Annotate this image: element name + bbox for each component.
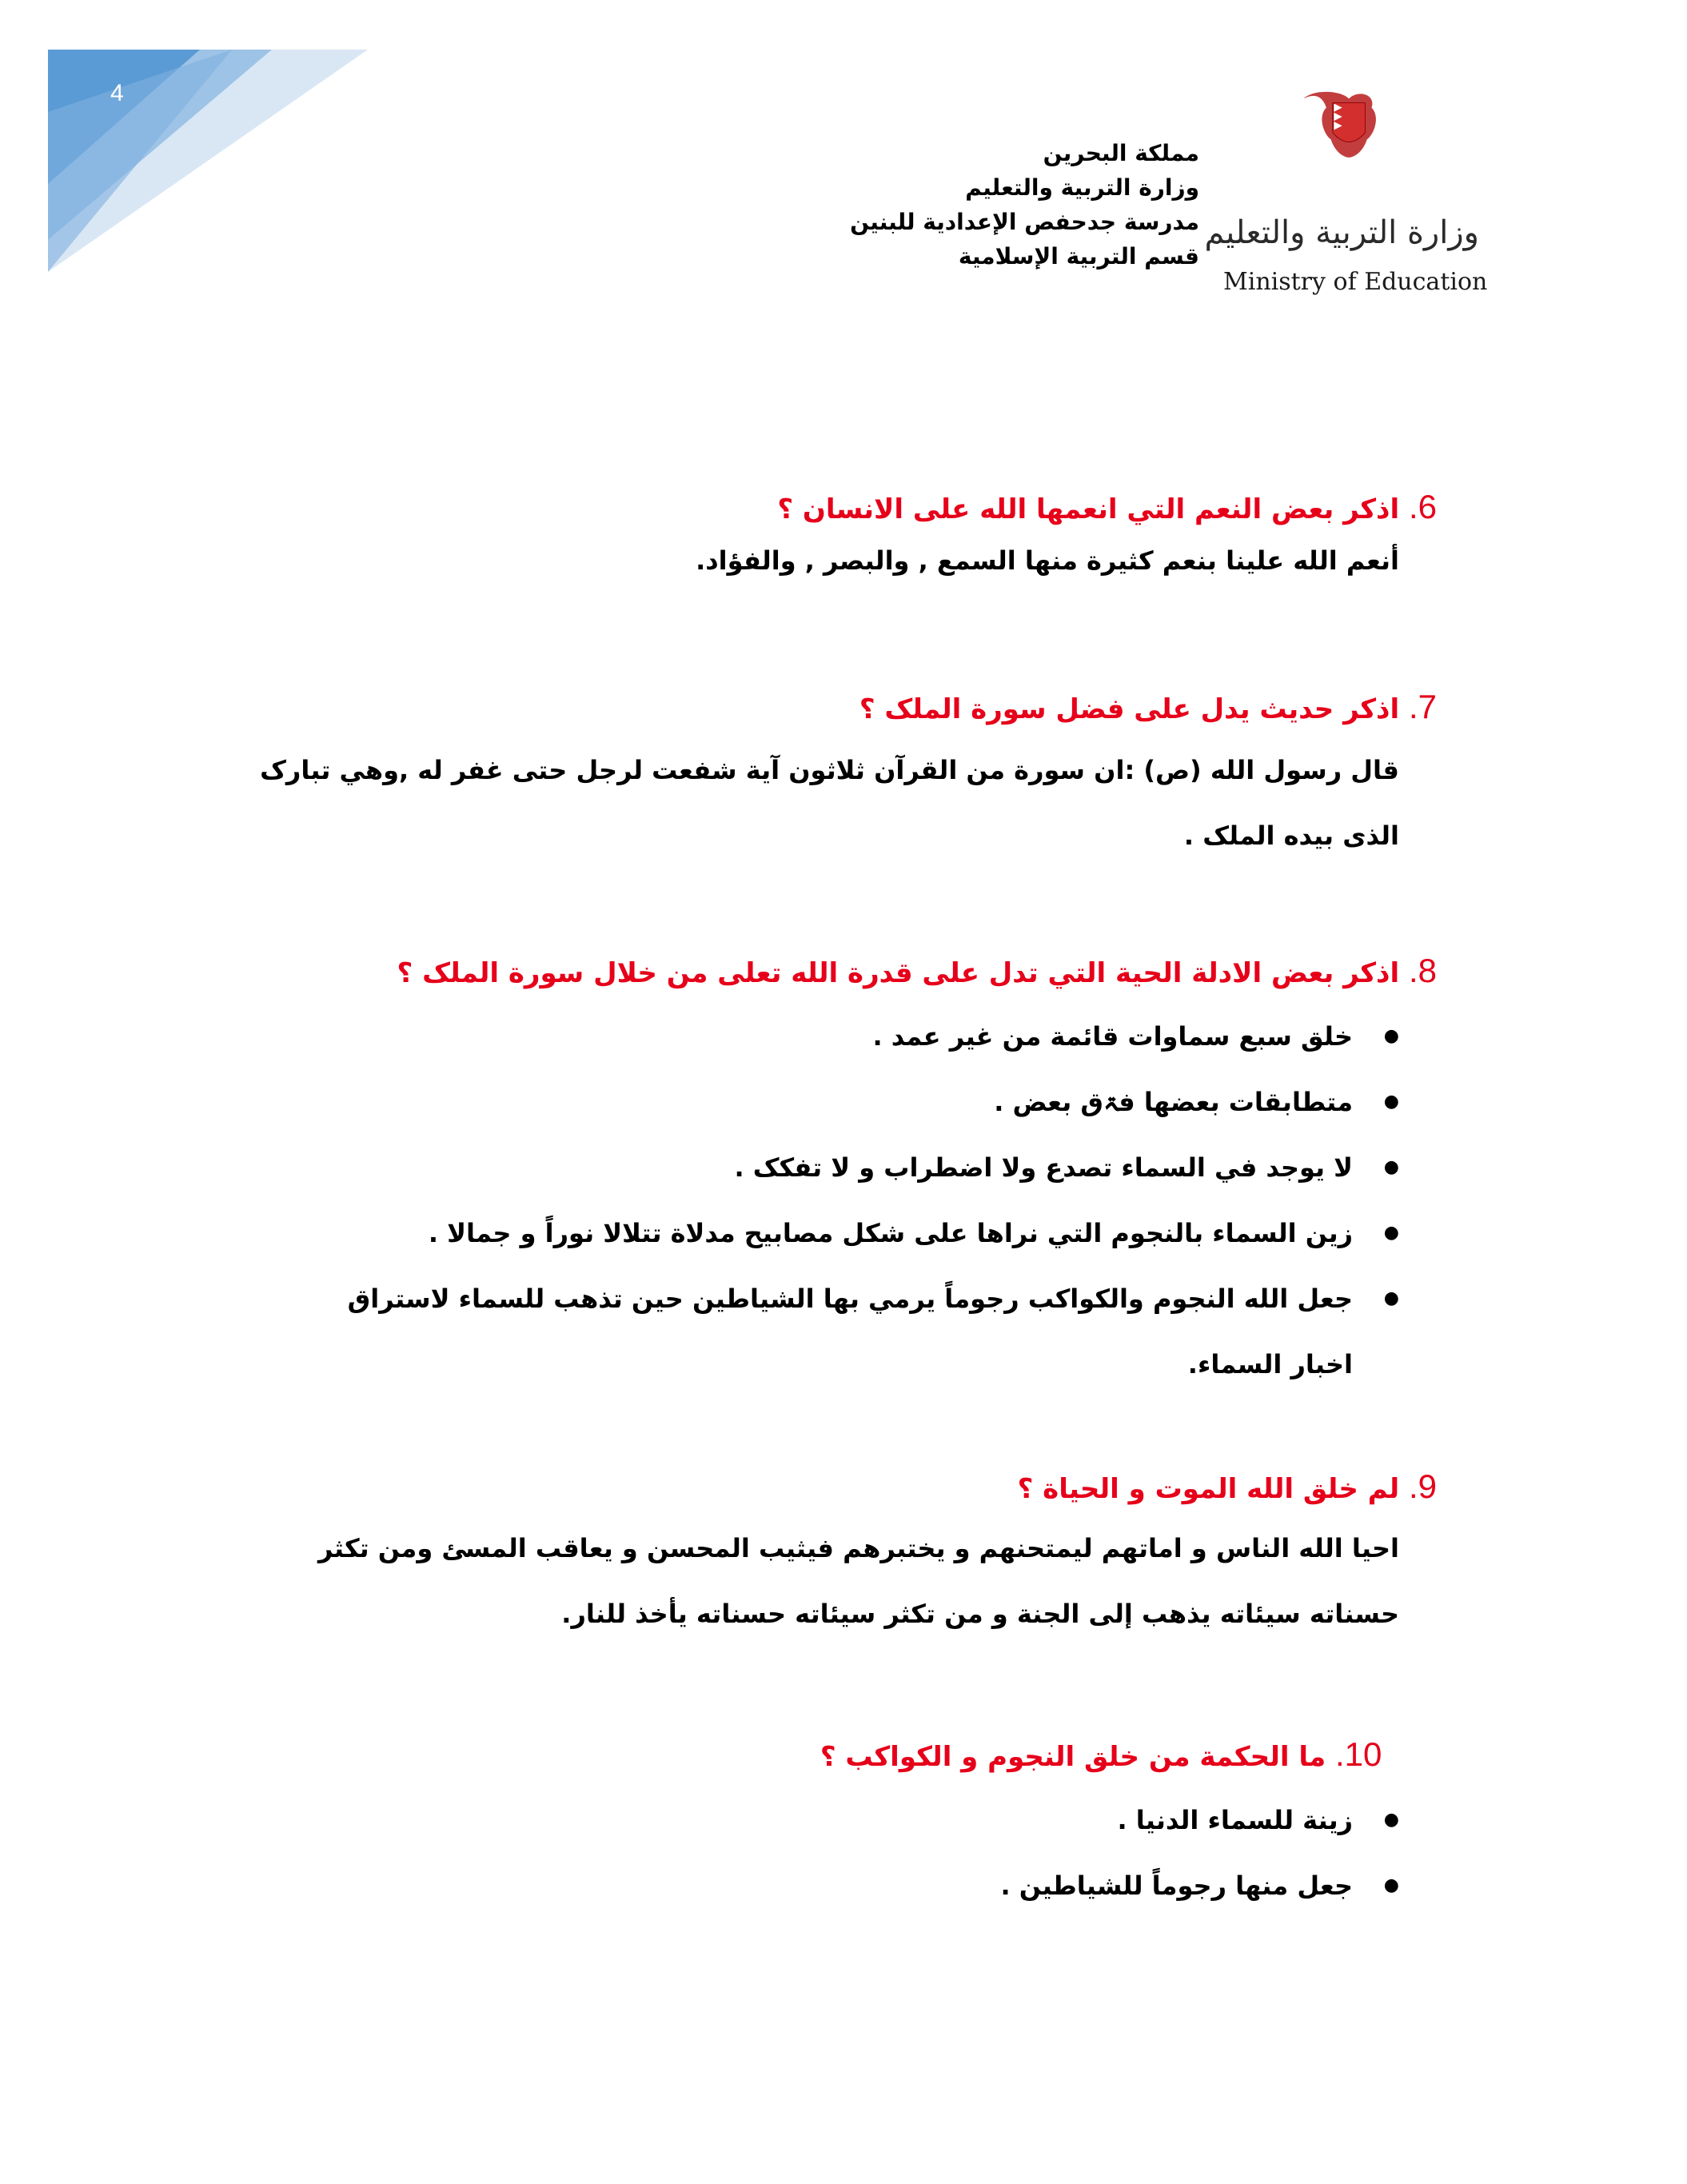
question-number: 9. [1409, 1467, 1438, 1505]
question-number: 7. [1409, 688, 1438, 725]
question-number: 6. [1409, 488, 1438, 525]
question-10 [820, 1735, 1447, 1774]
bullet-list-10 [281, 1787, 1399, 1918]
bullet-list-8 [281, 1004, 1399, 1397]
logo-english-text: Ministry of Education [1223, 268, 1488, 296]
answer-6: أنعم الله علينا بنعم كثيرة منها السمع , والبصر , والفؤاد. [696, 545, 1399, 576]
question-number: 10. [1335, 1735, 1382, 1773]
page-number: 4 [110, 80, 124, 106]
header-line-school: مدرسة جدحفص الإعدادية للبنين [850, 209, 1199, 235]
header-line-ministry: وزارة التربية والتعليم [965, 174, 1199, 201]
corner-decoration [0, 0, 376, 272]
list-item: ● لا يوجد في السماء تصدع ولا اضطراب و لا تفكک . [281, 1135, 1353, 1200]
list-item: ● خلق سبع سماوات قائمة من غير عمد . [281, 1004, 1353, 1069]
question-text: اذكر بعض الادلة الحية التي تدل على قدرة الله تعلى من خلال سورة الملک ؟ [397, 957, 1400, 989]
question-8 [397, 952, 1447, 990]
question-text: لم خلق الله الموت و الحياة ؟ [1017, 1473, 1400, 1505]
question-text: اذكر بعض النعم التي انعمها الله على الانسان ؟ [777, 493, 1400, 525]
question-number: 8. [1409, 952, 1438, 989]
list-item: ● زين السماء بالنجوم التي نراها على شكل مصابيح مدلاة تتلالا نوراً و جمالا . [281, 1200, 1353, 1266]
list-item: ● جعل الله النجوم والكواكب رجوماً يرمي بها الشياطين حين تذهب للسماء لاستراق اخبار السماء. [281, 1266, 1353, 1397]
answer-7: قال رسول الله (ص) :ان سورة من القرآن ثلاثون آية شفعت لرجل حتى غفر له ,وهي تبارک الذى بيده الملک . [260, 755, 1399, 851]
question-7 [859, 688, 1447, 726]
answer-9: احيا الله الناس و اماتهم ليمتحنهم و يختبرهم فيثيب المحسن و يعاقب المسئ ومن تكثر حسناته سيئاته يذهب إلى الجنة و من تكثر سيئاته حسناته يأخذ للنار. [318, 1533, 1399, 1629]
question-6 [777, 488, 1447, 526]
header-line-department: قسم التربية الإسلامية [958, 243, 1199, 270]
list-item: ● جعل منها رجوماً للشياطين . [281, 1853, 1353, 1918]
question-9 [1018, 1467, 1447, 1506]
ministry-emblem-icon [1263, 90, 1439, 210]
logo-arabic-text: وزارة التربية والتعليم [1204, 214, 1479, 251]
header-line-kingdom: مملكة البحرين [1043, 140, 1199, 166]
list-item: ● متطابقات بعضها فۃق بعض . [281, 1069, 1353, 1135]
header-block [850, 136, 1199, 273]
list-item: ● زينة للسماء الدنيا . [281, 1787, 1353, 1853]
question-text: اذكر حديث يدل على فضل سورة الملک ؟ [859, 693, 1400, 725]
question-text: ما الحكمة من خلق النجوم و الكواكب ؟ [820, 1741, 1326, 1773]
